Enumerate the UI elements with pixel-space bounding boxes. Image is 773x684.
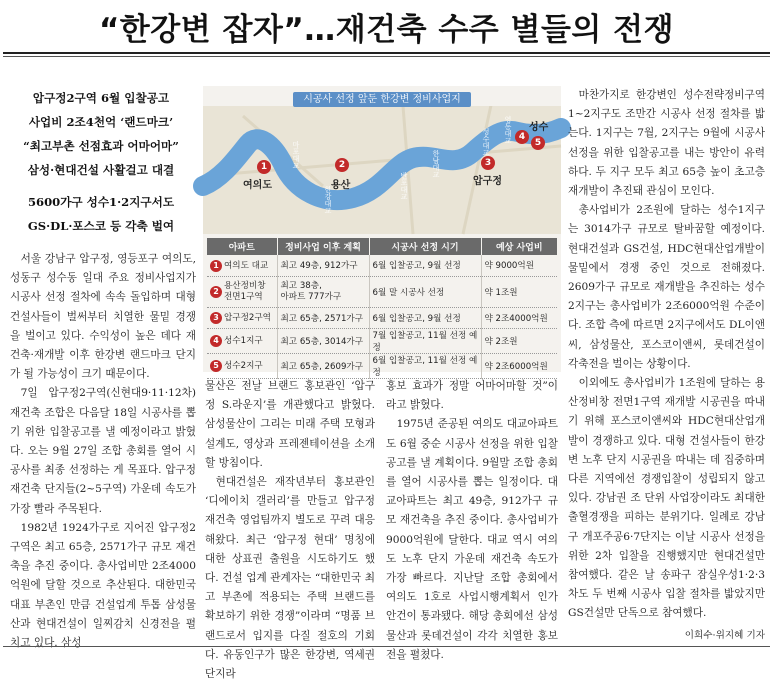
article-paragraph: 마찬가지로 한강변인 성수전략정비구역 1~2지구도 조만간 시공사 선정 절차를 밟는다. 1지구는 7월, 2지구는 9월에 시공사 선정을 위한 입찰공고를 내는 방안이 유력하다. 두 지구 모두 최고 65층 높이 초고층 재개발이 추진돼 관심이 모인다. [568,89,765,198]
place-yongsan: 용산 [331,180,351,191]
table-row [207,276,557,307]
apartment-name [224,281,266,303]
subhead-gap [10,182,192,190]
article-paragraph: 현대건설은 재작년부터 홍보관인 ‘디에이치 갤러리’를 만들고 압구정 재건축 영업팀까지 별도로 꾸려 대응해왔다. 최근 ‘압구정 현대’ 명칭에 대한 상표권 출원을 시도하기도 했다. 건설 업계 관계자는 “대한민국 최고 부촌에 적용되는 주택 브랜드를 확보하기 위한 경쟁”이라며 “명품 브랜드로서 입지를 다질 절호의 기회다. 유동인구가 많은 한강변, 역세권 단지라 [205,476,375,681]
table-cell-timing: 6월 입찰공고, 9월 선정 [369,255,481,276]
apartment-name: 여의도 대교 [224,261,269,271]
table-cell-timing: 6월 말 시공사 선정 [369,276,481,307]
subhead-5: 5600가구 성수1·2지구서도 [27,195,175,209]
table-header-cost: 예상 사업비 [481,238,557,255]
plan-line-1: 최고 38층, [280,280,322,291]
table-cell-cost: 약 2조6000억원 [481,353,557,378]
article-column-1 [10,250,196,653]
article-paragraph: 서울 강남구 압구정, 영등포구 여의도, 성동구 성수동 일대 주요 정비사업지가 시공사 선정 절차에 속속 돌입하며 대형 건설사들이 벌써부터 치열한 물밑 경쟁을 벌이고 있다. 수익성이 높은 데다 재건축·재개발 이후 한강변 랜드마크 단지가 될 가능성이 크기 때문이다. [10,253,196,381]
bridge-label-3: 반포대교 [400,172,408,200]
byline: 이희수·위지혜 기자 [684,629,765,641]
table-cell-cost: 약 9000억원 [481,255,557,276]
table-cell-plan: 최고 49층, 912가구 [277,255,369,276]
bridge-label-5: 성수대교 [482,128,490,156]
plan-line-2: 아파트 777가구 [280,291,342,302]
article-paragraph: 1982년 1924가구로 지어진 압구정2구역은 최고 65층, 2571가구 규모 재건축을 추진 중이다. 총사업비만 2조4000억원에 달할 것으로 추산된다. 대한민국 대표 부촌인 만큼 건설업계 투톱 삼성물산과 현대건설이 일찌감치 신경전을 펼치고 있다. 삼성 [10,521,196,650]
apartment-name: 성수1지구 [224,336,263,347]
row-number-badge: 1 [210,260,222,272]
han-river-map [203,86,561,234]
subhead-2: 사업비 2조4천억 ‘랜드마크’ [28,115,174,129]
apartment-name-line-1: 용산정비창 [224,280,266,291]
bridge-label-1: 마포대교 [292,141,300,169]
table-row [207,328,557,353]
headline: “한강변 잡자”…재건축 수주 별들의 전쟁 [98,12,675,48]
table-cell-plan [277,276,369,307]
table-cell-timing: 6월 입찰공고, 11월 선정 예정 [369,353,481,378]
article-paragraph: 물산은 전날 브랜드 홍보관인 ‘압구정 S.라운지’를 개관했다고 밝혔다. 삼성물산이 그리는 미래 주택 모형과 설계도, 영상과 프레젠테이션을 소개할 방침이다. [205,380,375,469]
row-number-badge: 5 [210,360,222,372]
subhead-3: “최고부촌 선점효과 어마어마” [23,139,179,153]
place-yeouido: 여의도 [243,180,272,191]
map-marker-4: 4 [515,130,529,144]
table-cell-plan: 최고 65층, 2609가구 [277,353,369,378]
table-cell-apartment [207,276,277,307]
apartment-name: 성수2지구 [224,361,263,372]
row-number-badge: 4 [210,335,222,347]
table-cell-timing: 6월 입찰공고, 9월 선정 [369,307,481,328]
table-header-plan: 정비사업 이후 계획 [277,238,369,255]
table-header-row [207,238,557,255]
table-row [207,307,557,328]
graphic-title-text: 시공사 선정 앞둔 한강변 정비사업지 [293,92,471,107]
article-paragraph: 1975년 준공된 여의도 대교아파트도 6월 중순 시공사 선정을 위한 입찰공고를 낼 계획이다. 9월말 조합 총회를 열어 시공사를 뽑는 일정이다. 대교아파트는 최고 49층, 912가구 규모 재건축을 추진 중이다. 총사업비가 9000억원에 달한다. 대교 역시 여의도 노후 단지 가운데 재건축 속도가 가장 빠르다. 지난달 조합 총회에서 여의도 1호로 사업시행계획서 인가 안건이 통과됐다. 해당 총회에선 삼성물산과 롯데건설이 각각 치열한 홍보전을 펼쳤다. [386,418,558,661]
table-row [207,255,557,276]
table-header-timing: 시공사 선정 시기 [369,238,481,255]
table-header-apartment: 아파트 [207,238,277,255]
site-table [207,238,557,379]
bottom-rule [3,646,770,647]
place-seongsu: 성수 [529,122,549,133]
apartment-name: 압구정2구역 [224,313,271,324]
info-graphic [203,86,561,378]
table-row [207,353,557,378]
bridge-label-2: 한강대교 [324,186,332,214]
article-column-3 [386,377,558,665]
table-cell-apartment [207,307,277,328]
article-paragraph: 홍보 효과가 정말 어마어마할 것”이라고 밝혔다. [386,380,558,412]
article-paragraph: 7일 압구정2구역(신현대9·11·12차) 재건축 조합은 다음달 18일 시공사를 뽑기 위한 입찰공고를 낼 예정이라고 밝혔다. 오는 9월 27일 조합 총회를 열어 시공사를 최종 선정하는 게 목표다. 압구정 재건축 단지들(2~5구역) 가운데 속도가 가장 빨라 주목된다. [10,387,196,515]
bridge-label-6: 영동대교 [504,116,512,144]
apartment-name-line-2: 전면1구역 [224,291,263,302]
row-number-badge: 3 [210,312,222,324]
graphic-title [203,90,561,105]
table-cell-apartment [207,255,277,276]
plan-lines [281,281,342,303]
subheads [10,86,192,238]
article-column-4 [568,86,765,645]
top-rule-thin [3,56,770,57]
place-apgujeong: 압구정 [473,176,502,187]
article-paragraph: 총사업비가 2조원에 달하는 성수1지구는 3014가구 규모로 탈바꿈할 예정이다. 현대건설과 GS건설, HDC현대산업개발이 물밑에서 경쟁 중인 것으로 전해졌다. 2609가구 규모로 재개발을 추진하는 성수2지구는 총사업비가 2조6000억원 수준이다. 조합 측에 따르면 2지구에서도 DL이앤씨, 삼성물산, 포스코이앤씨, 롯데건설이 각축전을 벌이는 상황이다. [568,204,765,370]
subhead-4: 삼성·현대건설 사활걸고 대결 [27,163,175,177]
map-marker-1: 1 [257,160,271,174]
row-number-badge: 2 [210,286,222,298]
map-marker-3: 3 [481,156,495,170]
table-cell-apartment [207,353,277,378]
article-column-2 [205,377,375,684]
table-cell-cost: 약 1조원 [481,276,557,307]
table-cell-cost: 약 2조원 [481,328,557,353]
map-marker-2: 2 [335,158,349,172]
article-paragraph: 이외에도 총사업비가 1조원에 달하는 용산정비창 전면1구역 재개발 시공권을 따내기 위해 포스코이앤씨와 HDC현대산업개발이 경쟁하고 있다. 대형 건설사들이 한강변 노후 단지 시공권을 따내는 데 집중하며 다른 지역에선 경쟁입찰이 성립되지 않고 있다. 강남권 조 단위 사업장이라도 최대한 출혈경쟁을 피하는 분위기다. 일례로 강남구 개포주공6·7단지는 이날 시공사 선정을 위한 2차 입찰을 진행했지만 현대건설만 참여했다. 같은 날 송파구 잠실우성1·2·3차도 두 번째 시공사 입찰 절차를 밟았지만 GS건설만 단독으로 참여했다. [568,377,765,620]
top-rule [3,52,770,54]
table-cell-cost: 약 2조4000억원 [481,307,557,328]
table-cell-plan: 최고 65층, 2571가구 [277,307,369,328]
bridge-label-4: 한남대교 [432,150,440,178]
table-cell-plan: 최고 65층, 3014가구 [277,328,369,353]
table-cell-timing: 7월 입찰공고, 11월 선정 예정 [369,328,481,353]
table-cell-apartment [207,328,277,353]
subhead-1: 압구정2구역 6월 입찰공고 [32,91,170,105]
map-marker-5: 5 [531,136,545,150]
subhead-6: GS·DL·포스코 등 각축 벌여 [27,219,175,233]
